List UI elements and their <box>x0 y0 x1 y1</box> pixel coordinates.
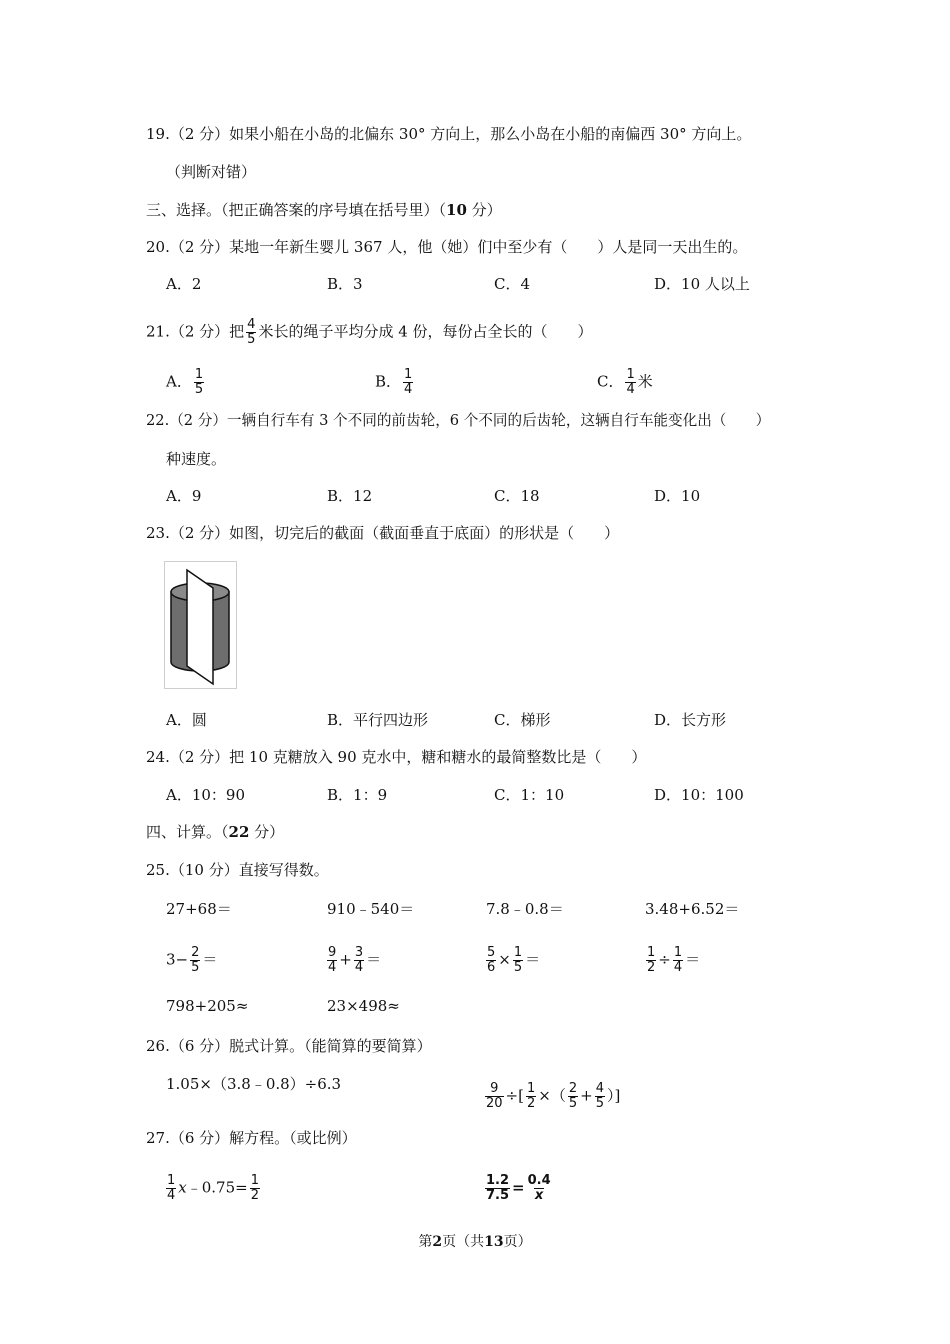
q20-option-c[interactable]: C．4 <box>494 275 531 293</box>
q25-expr-3: 7.8﹣0.8＝ <box>486 900 564 918</box>
q25-expr-10: 23×498≈ <box>327 997 400 1015</box>
q24-option-d[interactable]: D．10：100 <box>654 786 744 804</box>
frac-den: 2 <box>647 960 656 975</box>
q21-post: 米长的绳子平均分成 4 份，每份占全长的（ ） <box>258 322 593 341</box>
q22-option-d[interactable]: D．10 <box>654 487 701 505</box>
text: + <box>580 1086 593 1105</box>
section3-suffix: 分） <box>466 201 502 219</box>
section4-score: 22 <box>228 823 250 841</box>
fraction <box>513 946 523 975</box>
section3-score: 10 <box>446 201 467 219</box>
frac-den: 4 <box>354 960 364 975</box>
text: ﹣0.75= <box>186 1178 248 1197</box>
q22-option-a[interactable]: A．9 <box>166 487 202 505</box>
q21-option-b-label: B． <box>375 372 402 391</box>
page-footer <box>0 1231 950 1251</box>
q27-stem: 27.（6 分）解方程。（或比例） <box>146 1129 357 1147</box>
frac-num: 2 <box>568 1081 578 1096</box>
frac-den: 7.5 <box>486 1188 510 1203</box>
q21-frac-num: 4 <box>247 317 256 332</box>
q23-option-a[interactable]: A．圆 <box>166 711 207 729</box>
equals: ＝ <box>525 950 541 969</box>
q25-expr-4: 3.48+6.52＝ <box>645 900 740 918</box>
q19-line1: 19.（2 分）如果小船在小岛的北偏东 30° 方向上，那么小岛在小船的南偏西 30° 方向上。 <box>146 125 752 143</box>
q21-pre: 21.（2 分）把 <box>146 322 245 341</box>
fraction <box>354 946 364 975</box>
q26-expr-2 <box>483 1082 620 1111</box>
frac-num: 5 <box>487 945 496 960</box>
q20-option-a[interactable]: A．2 <box>166 275 202 293</box>
footer-text: 第 <box>418 1234 433 1250</box>
text: ×（ <box>538 1086 566 1105</box>
q21-option-c-frac <box>625 368 635 397</box>
section4-prefix: 四、计算。（ <box>146 823 229 841</box>
frac-den: 4 <box>404 382 413 397</box>
frac-num: 9 <box>490 1081 499 1096</box>
q20-option-b[interactable]: B．3 <box>327 275 363 293</box>
fraction <box>526 1082 536 1111</box>
q23-stem: 23.（2 分）如图，切完后的截面（截面垂直于底面）的形状是（ ） <box>146 524 620 542</box>
q25-expr-2: 910﹣540＝ <box>327 900 415 918</box>
q25-expr-8 <box>644 946 700 975</box>
frac-den: 4 <box>673 960 683 975</box>
frac-den: x <box>534 1188 544 1203</box>
fraction <box>673 946 683 975</box>
frac-num: 1 <box>404 367 413 382</box>
fraction <box>485 1082 504 1111</box>
cylinder-cut-illustration <box>165 562 236 688</box>
q24-option-b[interactable]: B．1：9 <box>327 786 388 804</box>
fraction <box>646 946 656 975</box>
operator: + <box>339 950 352 969</box>
q22-option-c[interactable]: C．18 <box>494 487 540 505</box>
fraction <box>527 1174 552 1203</box>
frac-den: 6 <box>487 960 496 975</box>
equals: ＝ <box>685 950 701 969</box>
q26-stem: 26.（6 分）脱式计算。（能简算的要简算） <box>146 1037 432 1055</box>
text: 3− <box>166 950 189 969</box>
fraction <box>166 1174 176 1203</box>
q23-option-b[interactable]: B．平行四边形 <box>327 711 429 729</box>
frac-den: 5 <box>191 960 200 975</box>
text: ÷[ <box>505 1086 524 1105</box>
fraction <box>568 1082 578 1111</box>
operator: ÷ <box>658 950 671 969</box>
q23-option-d[interactable]: D．长方形 <box>654 711 727 729</box>
fraction <box>485 1174 510 1203</box>
frac-num: 1 <box>167 1173 176 1188</box>
frac-num: 1 <box>194 367 204 382</box>
fraction <box>327 946 337 975</box>
footer-text: 页（共 <box>442 1234 485 1250</box>
q21-frac-den: 5 <box>247 332 256 347</box>
frac-num: 1 <box>250 1173 259 1188</box>
text: ）] <box>606 1086 621 1105</box>
q27-equation-1 <box>164 1174 262 1203</box>
operator: × <box>498 950 511 969</box>
fraction <box>190 946 200 975</box>
frac-num: 1.2 <box>486 1173 510 1188</box>
frac-num: 4 <box>595 1081 604 1096</box>
q22-line2: 种速度。 <box>166 450 227 468</box>
q26-expr-1: 1.05×（3.8﹣0.8）÷6.3 <box>166 1075 342 1093</box>
q21-option-c[interactable] <box>597 368 653 397</box>
frac-den: 5 <box>595 1096 604 1111</box>
q25-expr-7 <box>484 946 540 975</box>
section4-heading <box>146 822 284 842</box>
q22-line1: 22.（2 分）一辆自行车有 3 个不同的前齿轮，6 个不同的后齿轮，这辆自行车能变化出（ ） <box>146 412 771 429</box>
frac-num: 1 <box>673 945 683 960</box>
q25-expr-6 <box>325 946 381 975</box>
frac-num: 1 <box>626 367 635 382</box>
frac-den: 4 <box>167 1188 176 1203</box>
q21-fraction <box>246 318 256 347</box>
section3-prefix: 三、选择。（把正确答案的序号填在括号里）（ <box>146 201 447 219</box>
frac-num: 1 <box>513 945 523 960</box>
q21-option-c-label: C． <box>597 372 624 391</box>
equals: = <box>512 1178 525 1197</box>
fraction <box>595 1082 605 1111</box>
footer-text: 页） <box>503 1234 532 1250</box>
q20-option-d[interactable]: D．10 人以上 <box>654 275 750 293</box>
section3-heading <box>146 200 502 220</box>
q21-option-c-unit: 米 <box>637 372 653 391</box>
q21-option-a[interactable] <box>166 368 206 397</box>
q25-expr-9: 798+205≈ <box>166 997 249 1015</box>
frac-den: 5 <box>513 960 523 975</box>
fraction <box>486 946 496 975</box>
frac-den: 20 <box>486 1096 503 1111</box>
frac-den: 5 <box>568 1096 578 1111</box>
q24-stem: 24.（2 分）把 10 克糖放入 90 克水中，糖和糖水的最简整数比是（ ） <box>146 748 647 766</box>
q25-expr-1: 27+68＝ <box>166 900 232 918</box>
frac-num: 9 <box>328 945 337 960</box>
frac-den: 4 <box>626 382 635 397</box>
q19-line2: （判断对错） <box>166 163 257 181</box>
q21-option-a-label: A． <box>166 372 192 391</box>
frac-den: 2 <box>526 1096 536 1111</box>
q21-option-b[interactable] <box>375 368 415 397</box>
q21-option-a-frac <box>194 368 204 397</box>
frac-num: 1 <box>647 945 656 960</box>
section4-suffix: 分） <box>249 823 285 841</box>
equals: ＝ <box>202 950 218 969</box>
q24-option-a[interactable]: A．10：90 <box>166 786 246 804</box>
q25-stem: 25.（10 分）直接写得数。 <box>146 861 329 879</box>
equals: ＝ <box>366 950 382 969</box>
q23-option-c[interactable]: C．梯形 <box>494 711 551 729</box>
frac-num: 2 <box>191 945 200 960</box>
frac-den: 4 <box>328 960 337 975</box>
frac-num: 1 <box>526 1081 536 1096</box>
q27-equation-2 <box>483 1174 554 1203</box>
frac-den: 5 <box>194 382 204 397</box>
q21-stem <box>146 318 593 347</box>
q22-option-b[interactable]: B．12 <box>327 487 373 505</box>
frac-num: 3 <box>354 945 364 960</box>
frac-num: 0.4 <box>527 1173 551 1188</box>
frac-den: 2 <box>250 1188 259 1203</box>
q21-option-b-frac <box>403 368 413 397</box>
variable-x: x <box>178 1178 187 1197</box>
cylinder-cut-figure <box>164 561 237 689</box>
q25-expr-5 <box>166 946 217 975</box>
q24-option-c[interactable]: C．1：10 <box>494 786 565 804</box>
page-number: 2 <box>432 1234 443 1250</box>
fraction <box>250 1174 260 1203</box>
q20-stem: 20.（2 分）某地一年新生婴儿 367 人，他（她）们中至少有（ ）人是同一天出生的。 <box>146 238 748 256</box>
total-pages: 13 <box>484 1234 504 1250</box>
